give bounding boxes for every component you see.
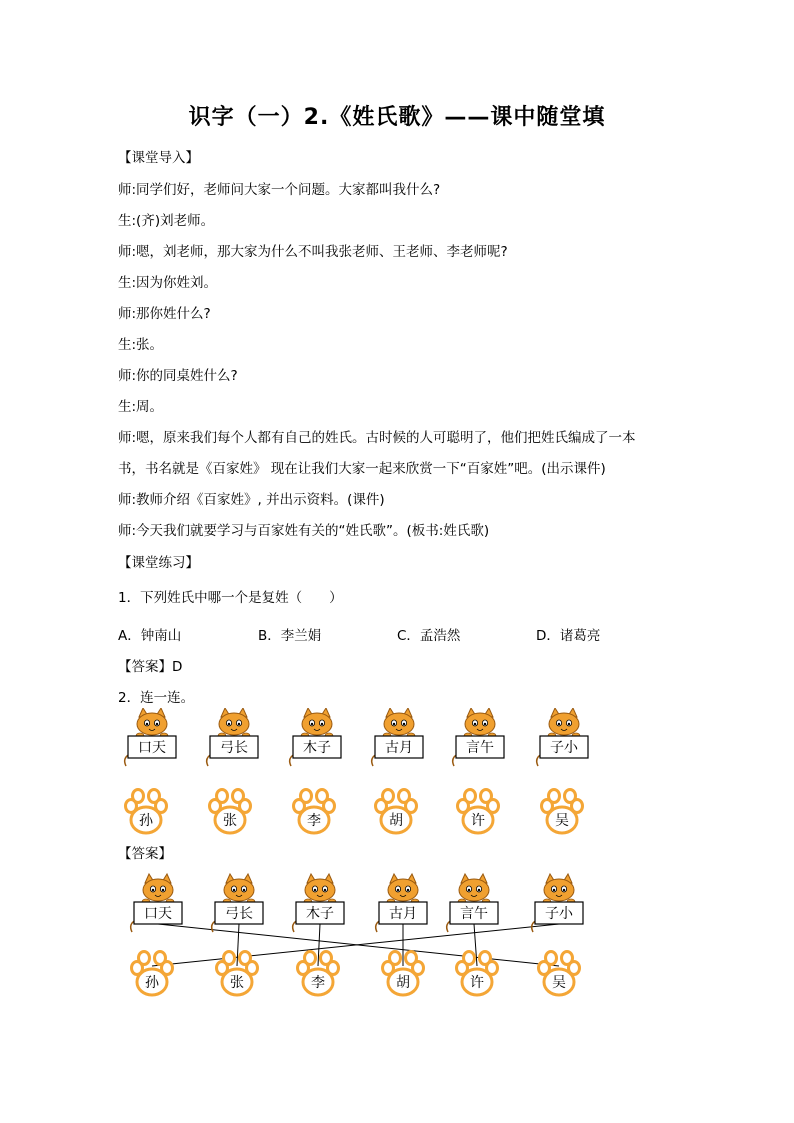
paw-print-0: [126, 790, 167, 834]
dialogue-line: 师:教师介绍《百家姓》, 并出示资料。(课件): [118, 492, 385, 508]
card-label: 古月: [385, 740, 413, 756]
card-label: 木子: [303, 740, 331, 756]
paw-label: 李: [311, 975, 325, 991]
cat-card-5: [532, 874, 583, 932]
paw-label: 孙: [145, 975, 159, 991]
cat-card-5: [537, 708, 588, 766]
cat-card-2: [290, 708, 341, 766]
dialogue-line: 书，书名就是《百家姓》 现在让我们大家一起来欣赏一下“百家姓”吧。(出示课件): [118, 461, 606, 477]
cat-card-3: [372, 708, 423, 766]
option-b: B．李兰娟: [258, 628, 322, 644]
cat-card-1: [212, 874, 263, 932]
cat-card-3: [376, 874, 427, 932]
paw-label: 李: [307, 813, 321, 829]
paw-label: 张: [230, 975, 244, 991]
paw-print-0: [132, 952, 173, 996]
dialogue-line: 师:同学们好，老师问大家一个问题。大家都叫我什么?: [118, 182, 441, 198]
question-2: 2．连一连。: [118, 690, 195, 706]
question-1: 1．下列姓氏中哪一个是复姓（ ）: [118, 590, 343, 606]
answer-2-label: 【答案】: [118, 846, 172, 862]
card-label: 口天: [144, 906, 172, 922]
paw-print-1: [210, 790, 251, 834]
card-label: 子小: [545, 906, 573, 922]
dialogue-line: 生:(齐)刘老师。: [118, 213, 215, 229]
dialogue-line: 师:嗯，刘老师，那大家为什么不叫我张老师、王老师、李老师呢?: [118, 244, 508, 260]
paw-label: 许: [471, 813, 485, 829]
card-label: 言午: [460, 906, 488, 922]
option-a: A．钟南山: [118, 628, 182, 644]
matching-answer-svg: [118, 872, 598, 1002]
cat-card-4: [453, 708, 504, 766]
answer-1: 【答案】D: [118, 659, 183, 675]
dialogue-line: 师:今天我们就要学习与百家姓有关的“姓氏歌”。(板书:姓氏歌): [118, 523, 490, 539]
option-c: C．孟浩然: [397, 628, 461, 644]
matching-exercise-figure: [118, 708, 598, 840]
card-label: 木子: [306, 906, 334, 922]
paw-print-5: [542, 790, 583, 834]
dialogue-line: 生:张。: [118, 337, 164, 353]
card-label: 弓长: [225, 906, 253, 922]
paw-print-4: [457, 952, 498, 996]
dialogue-line: 生:因为你姓刘。: [118, 275, 218, 291]
card-label: 言午: [466, 740, 494, 756]
dialogue-line: 师:嗯，原来我们每个人都有自己的姓氏。古时候的人可聪明了，他们把姓氏编成了一本: [118, 430, 636, 446]
card-label: 古月: [389, 906, 417, 922]
paw-label: 张: [223, 813, 237, 829]
card-label: 弓长: [220, 740, 248, 756]
paw-print-3: [376, 790, 417, 834]
paw-label: 许: [470, 975, 484, 991]
dialogue-line: 生:周。: [118, 399, 164, 415]
card-label: 口天: [138, 740, 166, 756]
paw-label: 胡: [396, 975, 410, 991]
cat-card-0: [125, 708, 176, 766]
dialogue-line: 师:你的同桌姓什么?: [118, 368, 238, 384]
dialogue-line: 师:那你姓什么?: [118, 306, 211, 322]
cat-card-2: [293, 874, 344, 932]
paw-label: 孙: [139, 813, 153, 829]
paw-print-5: [539, 952, 580, 996]
section-heading-intro: 【课堂导入】: [118, 150, 199, 166]
paw-print-4: [458, 790, 499, 834]
paw-print-2: [294, 790, 335, 834]
card-label: 子小: [550, 740, 578, 756]
cat-card-1: [207, 708, 258, 766]
paw-label: 胡: [389, 813, 403, 829]
paw-label: 吴: [555, 813, 569, 829]
cat-card-0: [131, 874, 182, 932]
section-heading-practice: 【课堂练习】: [118, 555, 199, 571]
matching-exercise-svg: [118, 708, 598, 840]
matching-answer-figure: [118, 872, 598, 1002]
cat-card-4: [447, 874, 498, 932]
paw-label: 吴: [552, 975, 566, 991]
option-d: D．诸葛亮: [536, 628, 601, 644]
page-title: 识字（一）2.《姓氏歌》——课中随堂填: [188, 105, 606, 130]
